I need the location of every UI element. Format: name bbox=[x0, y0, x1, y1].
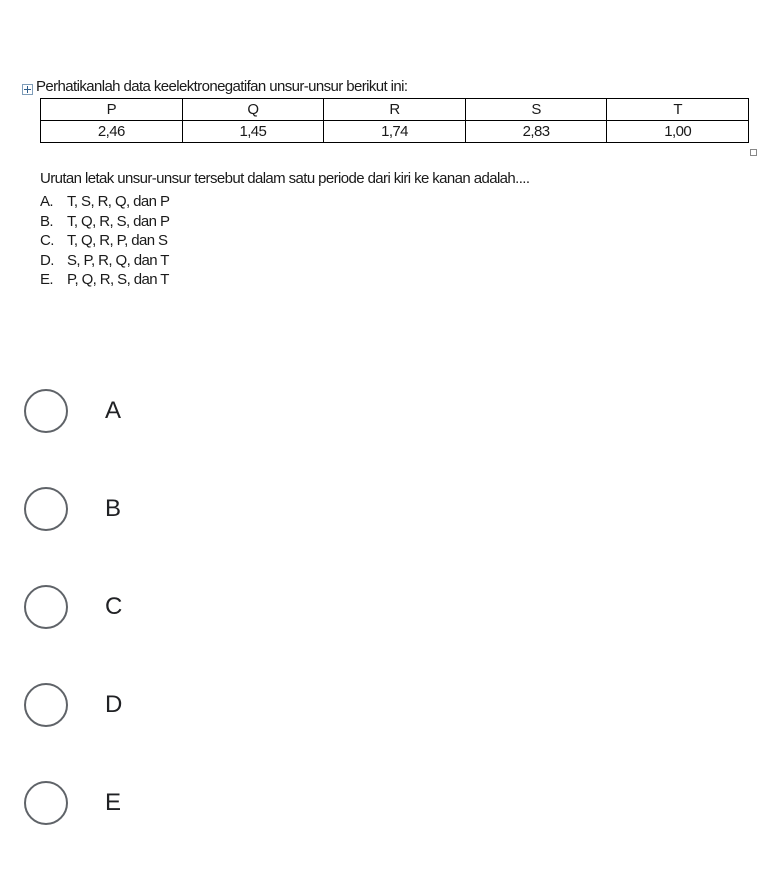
radio-button-c[interactable] bbox=[24, 585, 68, 629]
question-choices bbox=[40, 192, 762, 290]
option-label-e[interactable]: E bbox=[105, 789, 122, 816]
choice-letter: C. bbox=[40, 232, 54, 249]
value-cell-q: 1,45 bbox=[182, 121, 324, 143]
choice-text: S, P, R, Q, dan T bbox=[67, 251, 169, 269]
option-label-d[interactable]: D bbox=[105, 691, 123, 718]
choice-item bbox=[40, 231, 762, 251]
option-label-c[interactable]: C bbox=[105, 593, 123, 620]
choice-item bbox=[40, 212, 762, 232]
option-label-a[interactable]: A bbox=[105, 397, 122, 424]
header-cell-s: S bbox=[465, 99, 607, 121]
value-cell-r: 1,74 bbox=[324, 121, 466, 143]
radio-button-e[interactable] bbox=[24, 781, 68, 825]
choice-text: P, Q, R, S, dan T bbox=[67, 271, 169, 288]
header-cell-r: R bbox=[324, 99, 466, 121]
choice-text: T, S, R, Q, dan P bbox=[67, 193, 170, 210]
choice-text: T, Q, R, S, dan P bbox=[67, 212, 170, 230]
choice-letter: D. bbox=[40, 251, 54, 269]
choice-text: T, Q, R, P, dan S bbox=[67, 232, 168, 249]
option-b[interactable] bbox=[24, 485, 122, 533]
answer-options bbox=[24, 387, 122, 877]
table-move-handle-icon bbox=[22, 84, 33, 95]
radio-button-a[interactable] bbox=[24, 389, 68, 433]
choice-letter: B. bbox=[40, 212, 53, 230]
option-d[interactable] bbox=[24, 681, 122, 729]
value-cell-s: 2,83 bbox=[465, 121, 607, 143]
radio-button-b[interactable] bbox=[24, 487, 68, 531]
header-cell-p: P bbox=[41, 99, 183, 121]
choice-item bbox=[40, 270, 762, 290]
question-image bbox=[22, 78, 762, 290]
choice-letter: E. bbox=[40, 271, 53, 288]
question-stem: Urutan letak unsur-unsur tersebut dalam satu periode dari kiri ke kanan adalah.... bbox=[40, 170, 530, 187]
question-intro: Perhatikanlah data keelektronegatifan unsur-unsur berikut ini: bbox=[36, 78, 408, 95]
option-c[interactable] bbox=[24, 583, 122, 631]
table-value-row bbox=[41, 121, 749, 143]
header-cell-t: T bbox=[607, 99, 749, 121]
electronegativity-table bbox=[40, 98, 749, 143]
value-cell-t: 1,00 bbox=[607, 121, 749, 143]
table-resize-handle-icon bbox=[750, 149, 757, 156]
choice-item bbox=[40, 192, 762, 212]
choice-letter: A. bbox=[40, 193, 53, 210]
choice-item bbox=[40, 251, 762, 271]
radio-button-d[interactable] bbox=[24, 683, 68, 727]
header-cell-q: Q bbox=[182, 99, 324, 121]
option-label-b[interactable]: B bbox=[105, 495, 122, 522]
option-e[interactable] bbox=[24, 779, 122, 827]
question-intro-line bbox=[22, 78, 762, 96]
option-a[interactable] bbox=[24, 387, 122, 435]
table-header-row bbox=[41, 99, 749, 121]
value-cell-p: 2,46 bbox=[41, 121, 183, 143]
